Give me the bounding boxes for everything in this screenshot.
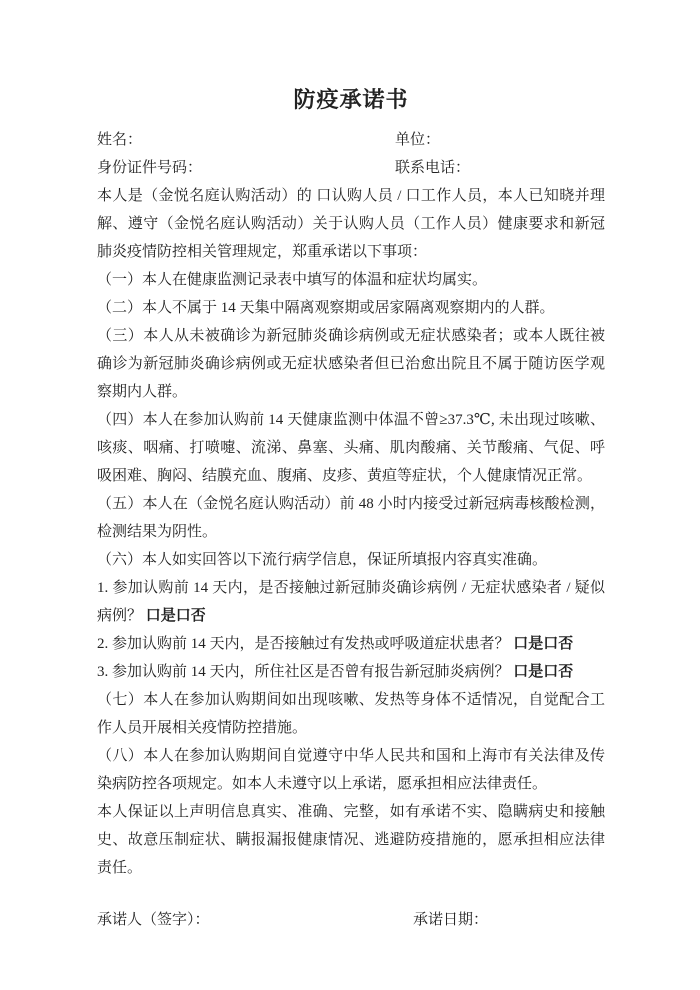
question-2 xyxy=(97,630,605,658)
clause-2: （二）本人不属于 14 天集中隔离观察期或居家隔离观察期内的人群。 xyxy=(97,300,555,316)
clause-6: （六）本人如实回答以下流行病学信息，保证所填报内容真实准确。 xyxy=(97,552,548,568)
phone-field-label: 联系电话： xyxy=(395,160,471,176)
signature-row xyxy=(97,906,605,934)
clause-7: （七）本人在参加认购期间如出现咳嗽、发热等身体不适情况，自觉配合工作人员开展相关疫情防控措施。 xyxy=(97,692,605,736)
signer-label: 承诺人（签字）： xyxy=(97,912,210,928)
unit-field-label: 单位： xyxy=(395,132,441,148)
question-1-text: 1. 参加认购前 14 天内，是否接触过新冠肺炎确诊病例 / 无症状感染者 / 疑似病例？ xyxy=(97,580,605,624)
clause-5: （五）本人在（金悦名庭认购活动）前 48 小时内接受过新冠病毒核酸检测，检测结果为阴性。 xyxy=(97,496,605,540)
field-row-id-phone xyxy=(97,154,605,182)
name-field-label: 姓名： xyxy=(97,132,143,148)
question-2-checkbox-options: 口是口否 xyxy=(513,636,574,652)
question-3-text: 3. 参加认购前 14 天内，所住社区是否曾有报告新冠肺炎病例？ xyxy=(97,664,510,680)
date-label: 承诺日期： xyxy=(413,912,489,928)
question-1-checkbox-options: 口是口否 xyxy=(145,608,206,624)
clause-8: （八）本人在参加认购期间自觉遵守中华人民共和国和上海市有关法律及传染病防控各项规定。如本人未遵守以上承诺，愿承担相应法律责任。 xyxy=(97,748,605,792)
header-fields xyxy=(97,126,605,182)
question-3-checkbox-options: 口是口否 xyxy=(513,664,574,680)
question-3 xyxy=(97,658,605,686)
clause-4: （四）本人在参加认购前 14 天健康监测中体温不曾≥37.3℃, 未出现过咳嗽、咳痰、咽痛、打喷嚏、流涕、鼻塞、头痛、肌肉酸痛、关节酸痛、气促、呼吸困难、胸闷、结膜充血、腹痛、皮疹、黄疸等症状，个人健康情况正常。 xyxy=(97,412,605,484)
field-row-name-unit xyxy=(97,126,605,154)
id-number-field-label: 身份证件号码： xyxy=(97,160,203,176)
document-title: 防疫承诺书 xyxy=(293,87,409,112)
intro-paragraph: 本人是（金悦名庭认购活动）的 口认购人员 / 口工作人员，本人已知晓并理解、遵守（金悦名庭认购活动）关于认购人员（工作人员）健康要求和新冠肺炎疫情防控相关管理规定，郑重承诺以下事项： xyxy=(97,188,605,260)
clause-1: （一）本人在健康监测记录表中填写的体温和症状均属实。 xyxy=(97,272,488,288)
question-1 xyxy=(97,574,605,630)
question-2-text: 2. 参加认购前 14 天内，是否接触过有发热或呼吸道症状患者？ xyxy=(97,636,510,652)
closing-paragraph: 本人保证以上声明信息真实、准确、完整，如有承诺不实、隐瞒病史和接触史、故意压制症状、瞒报漏报健康情况、逃避防疫措施的，愿承担相应法律责任。 xyxy=(97,804,605,876)
clause-3: （三）本人从未被确诊为新冠肺炎确诊病例或无症状感染者；或本人既往被确诊为新冠肺炎确诊病例或无症状感染者但已治愈出院且不属于随访医学观察期内人群。 xyxy=(97,328,605,400)
document-body xyxy=(97,182,605,882)
